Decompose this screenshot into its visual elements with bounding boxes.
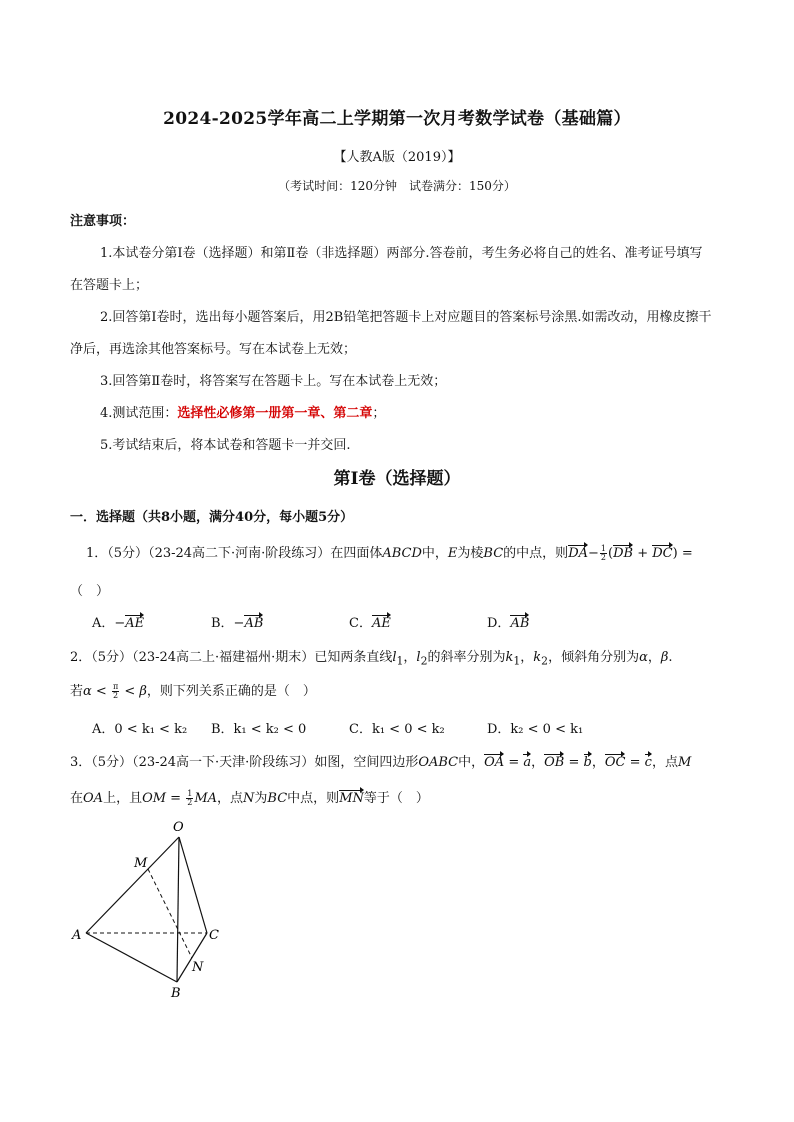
note-2-line-1: 2.回答第Ⅰ卷时，选出每小题答案后，用2B铅笔把答题卡上对应题目的答案标号涂黑.如需改动，用橡皮擦干 xyxy=(100,310,712,325)
q2-frac-den: 2 xyxy=(113,691,119,700)
question-1-stem: 1．（5分）（23-24高二下·河南·阶段练习）在四面体ABCD中，E为棱BC的中点，则DA− $\frac{1}{2}$ (DB + DC) = xyxy=(86,544,693,562)
note-4 xyxy=(100,402,385,421)
q1-var-abcd: ABCD xyxy=(382,546,422,561)
q3-fraction-half xyxy=(186,790,193,807)
q1-vector-da: DA xyxy=(568,546,588,561)
q2-var-l: l xyxy=(416,650,421,665)
q1-option-b[interactable] xyxy=(211,612,263,631)
label-n: N xyxy=(192,960,204,975)
q2-var-k: k xyxy=(505,650,514,665)
q2-text: 已知两条直线 xyxy=(314,650,393,665)
exam-time-info: （考试时间：120分钟 试卷满分：150分） xyxy=(278,179,516,193)
q2-option-c[interactable]: C．k₁ < 0 < k₂ xyxy=(349,722,445,737)
q2-option-d[interactable]: D．k₂ < 0 < k₁ xyxy=(487,722,584,737)
test-range: 选择性必修第一册第一章、第二章 xyxy=(177,406,373,421)
q1-option-d-vector: AB xyxy=(510,616,530,631)
q1-source: （23-24高二下·河南·阶段练习） xyxy=(148,546,331,561)
q1-option-b-label: B．− xyxy=(211,616,245,631)
q1-option-a[interactable] xyxy=(92,612,144,631)
q2-period: . xyxy=(668,650,673,665)
q1-option-c[interactable] xyxy=(349,612,391,631)
label-o: O xyxy=(173,820,184,835)
q1-var-e: E xyxy=(447,546,458,561)
q1-text: 的中点，则 xyxy=(503,546,569,561)
question-3-stem: 3．（5分）（23-24高一下·天津·阶段练习）如图，空间四边形OABC中，OA = a，OB = b，OC = c，点M xyxy=(70,755,692,770)
q2-var-beta: β xyxy=(660,650,669,665)
q1-equals: = xyxy=(681,546,693,561)
q3-text: ，点 xyxy=(217,791,244,806)
note-4-suffix: ； xyxy=(372,406,386,421)
textbook-edition: 【人教A版（2019）】 xyxy=(333,150,461,165)
q3-frac-num: 1 xyxy=(187,789,193,798)
q2-sub: 1 xyxy=(513,654,521,668)
note-5: 5.考试结束后，将本试卷和答题卡一并交回. xyxy=(100,438,351,453)
q1-minus: − xyxy=(588,546,599,561)
q3-text: 等于（ ） xyxy=(363,791,429,806)
q3-vector-b: b xyxy=(583,755,592,770)
q3-score: （5分） xyxy=(91,755,133,770)
q1-option-d-label: D． xyxy=(487,616,511,631)
q3-text: 上，且 xyxy=(103,791,143,806)
q3-text: ，点 xyxy=(651,755,678,770)
label-m: M xyxy=(134,856,148,871)
notes-heading: 注意事项： xyxy=(70,214,136,229)
q3-text: 为 xyxy=(254,791,268,806)
q2-sub: 2 xyxy=(420,654,428,668)
note-3: 3.回答第Ⅱ卷时，将答案写在答题卡上。写在本试卷上无效； xyxy=(100,374,447,389)
q2-frac-num: π xyxy=(112,682,119,691)
q2-sub: 1 xyxy=(396,654,404,668)
q3-vector-a: a xyxy=(523,755,532,770)
q3-text: 在 xyxy=(70,791,84,806)
q1-option-a-vector: AE xyxy=(125,616,145,631)
q2-less-than: < xyxy=(91,684,111,699)
q2-source: （23-24高二上·福建福州·期末） xyxy=(132,650,315,665)
q1-var-bc: BC xyxy=(483,546,504,561)
q3-var-m: M xyxy=(677,755,692,770)
q3-text: 中， xyxy=(458,755,485,770)
q2-var-beta: β xyxy=(139,684,147,699)
q1-option-b-vector: AB xyxy=(244,616,264,631)
q1-number: 1． xyxy=(86,546,108,561)
q1-option-a-label: A．− xyxy=(92,616,126,631)
q1-option-c-vector: AE xyxy=(371,616,391,631)
q3-var-n: N xyxy=(243,791,255,806)
q1-score: （5分） xyxy=(107,546,149,561)
note-4-prefix: 4.测试范围： xyxy=(100,406,178,421)
label-b: B xyxy=(171,986,181,1001)
section-title: 第Ⅰ卷（选择题） xyxy=(333,469,461,489)
edge-oa xyxy=(86,837,179,933)
edge-oc xyxy=(179,837,207,933)
q3-text: 如图，空间四边形 xyxy=(314,755,419,770)
note-1-line-1: 1.本试卷分第Ⅰ卷（选择题）和第Ⅱ卷（非选择题）两部分.答卷前，考生务必将自己的姓名、准考证号填写 xyxy=(100,246,703,261)
q2-comma: ， xyxy=(647,650,661,665)
q2-var-k: k xyxy=(533,650,542,665)
q1-option-d[interactable] xyxy=(487,612,529,631)
q3-vector-c: c xyxy=(644,755,652,770)
question-2-stem xyxy=(70,646,673,668)
q3-text: 中点，则 xyxy=(287,791,340,806)
edge-ob xyxy=(177,837,179,982)
q3-vector-mn: MN xyxy=(339,791,364,806)
q2-var-alpha: α xyxy=(639,650,648,665)
q2-comma: ， xyxy=(403,650,417,665)
note-2-line-2: 净后，再选涂其他答案标号。写在本试卷上无效； xyxy=(70,342,357,357)
q3-vector-ob: OB xyxy=(544,755,565,770)
q2-var-l: l xyxy=(392,650,397,665)
q3-var-bc: BC xyxy=(267,791,288,806)
segment-mn-hidden xyxy=(148,869,192,958)
label-a: A xyxy=(72,928,82,943)
q2-text: 若 xyxy=(70,684,84,699)
question-2-condition xyxy=(70,680,316,700)
label-c: C xyxy=(209,928,219,943)
q3-var-ma: MA xyxy=(194,791,218,806)
tetrahedron-figure xyxy=(60,815,250,1005)
q1-option-c-label: C． xyxy=(349,616,372,631)
question-3-line-2 xyxy=(70,787,429,807)
q3-number: 3． xyxy=(70,755,92,770)
note-1-line-2: 在答题卡上； xyxy=(70,278,149,293)
q2-option-a[interactable]: A．0 < k₁ < k₂ xyxy=(92,722,188,737)
q3-frac-den: 2 xyxy=(187,798,193,807)
q2-less-than: < xyxy=(120,684,140,699)
q1-text: 为棱 xyxy=(457,546,484,561)
exam-title: 2024-2025学年高二上学期第一次月考数学试卷（基础篇） xyxy=(163,109,631,129)
q2-sub: 2 xyxy=(541,654,549,668)
edge-ab xyxy=(86,933,177,982)
q1-answer-paren: （ ） xyxy=(70,584,110,599)
part-heading: 一．选择题（共8小题，满分40分，每小题5分） xyxy=(70,510,354,525)
q1-text: 在四面体 xyxy=(330,546,383,561)
q1-frac-num: 1 xyxy=(600,544,606,553)
q1-text: 中， xyxy=(421,546,448,561)
q2-number: 2． xyxy=(70,650,92,665)
q2-text: 的斜率分别为 xyxy=(427,650,506,665)
q3-equals: = xyxy=(166,791,186,806)
q2-score: （5分） xyxy=(91,650,133,665)
q2-fraction-pi-2 xyxy=(112,683,119,700)
q2-var-alpha: α xyxy=(83,684,92,699)
q3-var-oa: OA xyxy=(83,791,104,806)
q3-source: （23-24高一下·天津·阶段练习） xyxy=(132,755,315,770)
q1-plus: + xyxy=(633,546,653,561)
q3-var-oabc: OABC xyxy=(418,755,459,770)
q2-comma: ， xyxy=(520,650,534,665)
q2-option-b[interactable]: B．k₁ < k₂ < 0 xyxy=(211,722,307,737)
q2-text: ，倾斜角分别为 xyxy=(548,650,640,665)
q1-fraction-half xyxy=(600,545,607,562)
q3-vector-oa: OA xyxy=(484,755,505,770)
q3-vector-oc: OC xyxy=(604,755,626,770)
q2-text: ，则下列关系正确的是（ ） xyxy=(146,684,316,699)
q1-frac-den: 2 xyxy=(600,553,606,562)
q3-var-om: OM xyxy=(142,791,167,806)
q1-vector-dc: DC xyxy=(652,546,673,561)
q1-vector-db: DB xyxy=(613,546,634,561)
